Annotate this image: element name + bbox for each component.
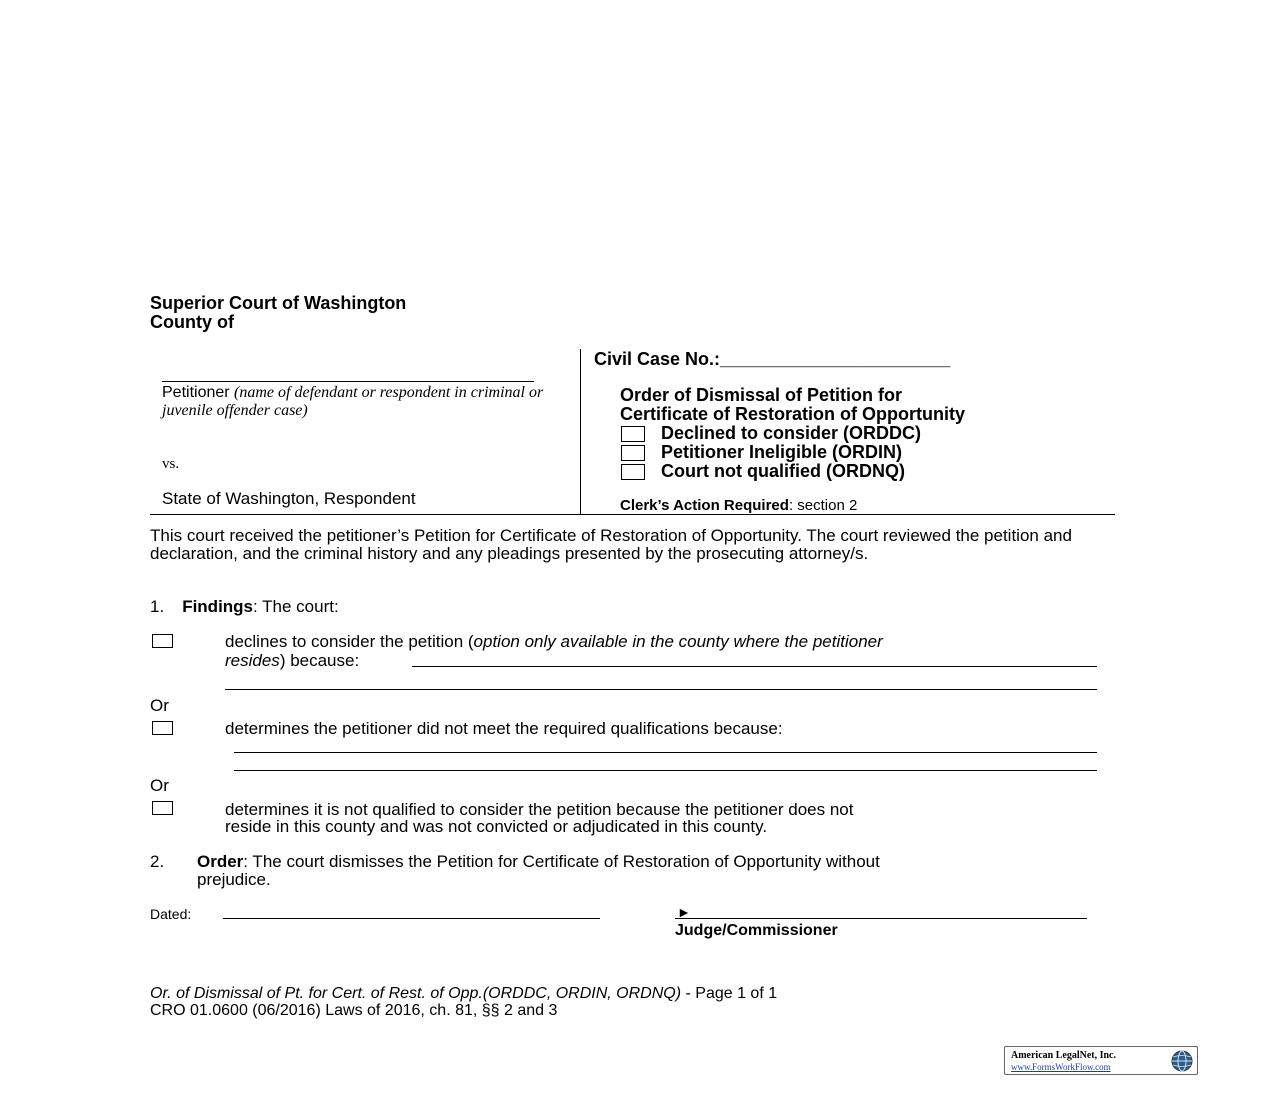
respondent-label: State of Washington, Respondent xyxy=(162,489,416,508)
petitioner-note: (name of defendant or respondent in criminal or juvenile offender case) xyxy=(162,384,544,419)
case-number-label: Civil Case No.: xyxy=(594,349,721,369)
finding-not-qualified-line1: determines it is not qualified to consider the petition because the petitioner does not xyxy=(225,800,854,819)
logo-name: American LegalNet, Inc. xyxy=(1011,1050,1116,1061)
finding-not-qualified-checkbox[interactable] xyxy=(152,801,173,815)
findings-rest: : The court: xyxy=(253,597,339,616)
order-number: 2. xyxy=(150,852,165,871)
findings-label: Findings xyxy=(182,597,254,616)
finding-ineligible-text: determines the petitioner did not meet the required qualifications because: xyxy=(225,719,783,738)
petitioner-block xyxy=(162,384,567,420)
order-title-line2: Certificate of Restoration of Opportunity xyxy=(620,404,966,424)
finding-declines-checkbox[interactable] xyxy=(152,634,173,648)
caption-divider xyxy=(580,349,581,514)
clerk-action-label: Clerk’s Action Required xyxy=(620,497,789,514)
judge-label: Judge/Commissioner xyxy=(675,922,838,939)
case-number[interactable] xyxy=(594,350,950,369)
option-not-qualified-label: Court not qualified (ORDNQ) xyxy=(661,461,905,481)
court-name: Superior Court of Washington xyxy=(150,293,407,313)
option-ineligible-checkbox[interactable] xyxy=(621,445,645,461)
finding-declines-line1 xyxy=(225,632,883,651)
option-not-qualified-checkbox[interactable] xyxy=(621,464,645,480)
order-line1 xyxy=(197,852,880,871)
logo-url[interactable]: www.FormsWorkFlow.com xyxy=(1011,1062,1111,1072)
footer-line2: CRO 01.0600 (06/2016) Laws of 2016, ch. 81, §§ 2 and 3 xyxy=(150,1002,558,1019)
option-declined-checkbox[interactable] xyxy=(621,426,645,442)
caption-bottom-rule xyxy=(150,514,1115,515)
globe-icon xyxy=(1170,1049,1194,1073)
order-title-line1: Order of Dismissal of Petition for xyxy=(620,385,903,405)
finding-declines-text-b: ) because: xyxy=(279,651,360,670)
order-line2: prejudice. xyxy=(197,870,271,889)
finding-not-qualified-line2: reside in this county and was not convicted or adjudicated in this county. xyxy=(225,817,768,836)
findings-heading xyxy=(150,597,339,616)
versus-label: vs. xyxy=(162,456,180,472)
or-separator-2: Or xyxy=(150,776,169,795)
dated-line[interactable] xyxy=(223,918,600,919)
signature-arrow-icon: ► xyxy=(677,904,691,920)
finding-declines-italic-b: resides xyxy=(225,651,280,670)
petitioner-name-line[interactable] xyxy=(162,381,534,382)
footer-line1 xyxy=(150,985,777,1003)
finding-ineligible-reason-line-2[interactable] xyxy=(234,770,1097,771)
county-label: County of xyxy=(150,312,234,332)
order-text: : The court dismisses the Petition for Certificate of Restoration of Opportunity without xyxy=(243,852,880,871)
finding-declines-italic-a: option only available in the county where the petitioner xyxy=(473,632,883,651)
finding-declines-text-a: declines to consider the petition ( xyxy=(225,632,474,651)
or-separator-1: Or xyxy=(150,696,169,715)
case-number-blank[interactable]: _______________________ xyxy=(720,349,951,369)
option-ineligible-label: Petitioner Ineligible (ORDIN) xyxy=(661,442,903,462)
footer-page: - Page 1 of 1 xyxy=(681,985,778,1002)
finding-declines-line2 xyxy=(225,651,359,670)
judge-signature-line[interactable] xyxy=(675,918,1087,919)
finding-ineligible-checkbox[interactable] xyxy=(152,721,173,735)
finding-declines-reason-line-1[interactable] xyxy=(412,666,1097,667)
petitioner-label: Petitioner xyxy=(162,384,230,401)
dated-label: Dated: xyxy=(150,906,192,922)
finding-ineligible-reason-line-1[interactable] xyxy=(234,752,1097,753)
legalnet-logo[interactable] xyxy=(1004,1046,1198,1075)
footer-form-title: Or. of Dismissal of Pt. for Cert. of Rest. of Opp.(ORDDC, ORDIN, ORDNQ) xyxy=(150,985,682,1002)
finding-declines-reason-line-2[interactable] xyxy=(225,689,1097,690)
intro-paragraph: This court received the petitioner’s Petition for Certificate of Restoration of Opportunity. The court reviewed the petition and declaration, and the criminal history and any pleadings presented by the prosecuting attorney/s. xyxy=(150,526,1072,563)
findings-number: 1. xyxy=(150,597,165,616)
clerk-action-value: : section 2 xyxy=(788,497,858,514)
option-declined-label: Declined to consider (ORDDC) xyxy=(661,423,922,443)
clerk-action xyxy=(620,497,857,514)
order-label: Order xyxy=(197,852,244,871)
